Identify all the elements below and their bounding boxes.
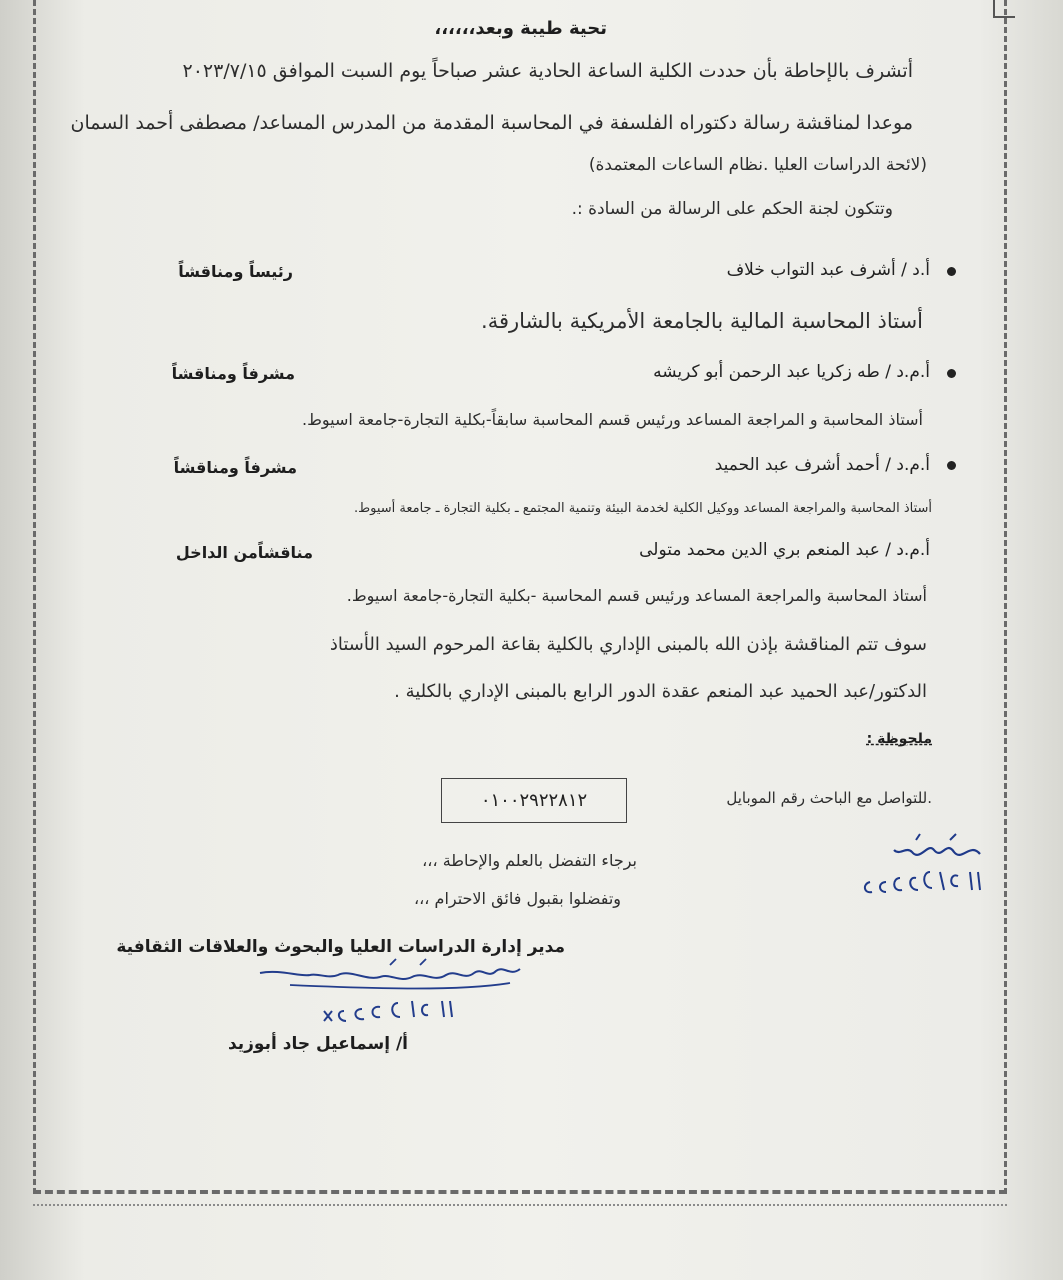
bullet [947, 461, 956, 470]
member-3-desc: أستاذ المحاسبة والمراجعة المساعد ووكيل الكلية لخدمة البيئة وتنمية المجتمع ـ بكلية التجارة ـ جامعة أسيوط. [353, 501, 932, 516]
venue-line1: سوف تتم المناقشة بإذن الله بالمبنى الإداري بالكلية بقاعة المرحوم السيد الأستاذ [329, 634, 927, 655]
handwritten-annotation [850, 832, 990, 902]
member-3-name: أ.م.د / أحمد أشرف عبد الحميد [714, 455, 930, 475]
committee-intro: وتتكون لجنة الحكم على الرسالة من السادة :. [571, 199, 893, 219]
member-4-name: أ.م.د / عبد المنعم بري الدين محمد متولى [639, 540, 930, 560]
note-label: ملحوظة : [866, 731, 932, 747]
signature-title: مدير إدارة الدراسات العليا والبحوث والعلاقات الثقافية [116, 937, 565, 957]
bullet [947, 267, 956, 276]
member-4-desc: أستاذ المحاسبة والمراجعة المساعد ورئيس قسم المحاسبة -بكلية التجارة-جامعة اسيوط. [346, 586, 927, 605]
bullet [947, 369, 956, 378]
phone-number: ٠١٠٠٢٩٢٢٨١٢ [480, 790, 588, 811]
para1-line3: (لائحة الدراسات العليا .نظام الساعات المعتمدة) [588, 155, 927, 175]
member-4-role: مناقشاًمن الداخل [175, 543, 313, 562]
greeting: تحية طيبة وبعد،،،،،، [434, 18, 607, 39]
para1-line1: أتشرف بالإحاطة بأن حددت الكلية الساعة الحادية عشر صباحاً يوم السبت الموافق ٢٠٢٣/٧/١٥ [182, 60, 913, 82]
member-1-role: رئيساً ومناقشاً [178, 262, 293, 281]
member-3-role: مشرفاً ومناقشاً [173, 458, 297, 477]
corner-mark [993, 0, 1015, 18]
member-2-role: مشرفاً ومناقشاً [171, 364, 295, 383]
handwritten-signature [220, 955, 540, 1025]
member-2-desc: أستاذ المحاسبة و المراجعة المساعد ورئيس قسم المحاسبة سابقاً-بكلية التجارة-جامعة اسيوط. [302, 410, 923, 429]
member-1-desc: أستاذ المحاسبة المالية بالجامعة الأمريكية بالشارقة. [481, 309, 923, 333]
para1-line2: موعدا لمناقشة رسالة دكتوراه الفلسفة في المحاسبة المقدمة من المدرس المساعد/ مصطفى أحمد السمان [70, 112, 913, 134]
contact-text: .للتواصل مع الباحث رقم الموبايل [726, 789, 932, 807]
phone-number-box [441, 778, 627, 823]
signature-name: أ/ إسماعيل جاد أبوزيد [227, 1034, 408, 1054]
member-2-name: أ.م.د / طه زكريا عبد الرحمن أبو كريشه [653, 362, 930, 382]
venue-line2: الدكتور/عبد الحميد عبد المنعم عقدة الدور الرابع بالمبنى الإداري بالكلية . [394, 681, 927, 702]
page-border-bottom-dotted [33, 1204, 1007, 1206]
closing-line1: برجاء التفضل بالعلم والإحاطة ،،، [422, 851, 637, 870]
closing-line2: وتفضلوا بقبول فائق الاحترام ،،، [413, 889, 621, 908]
member-1-name: أ.د / أشرف عبد التواب خلاف [726, 260, 930, 280]
